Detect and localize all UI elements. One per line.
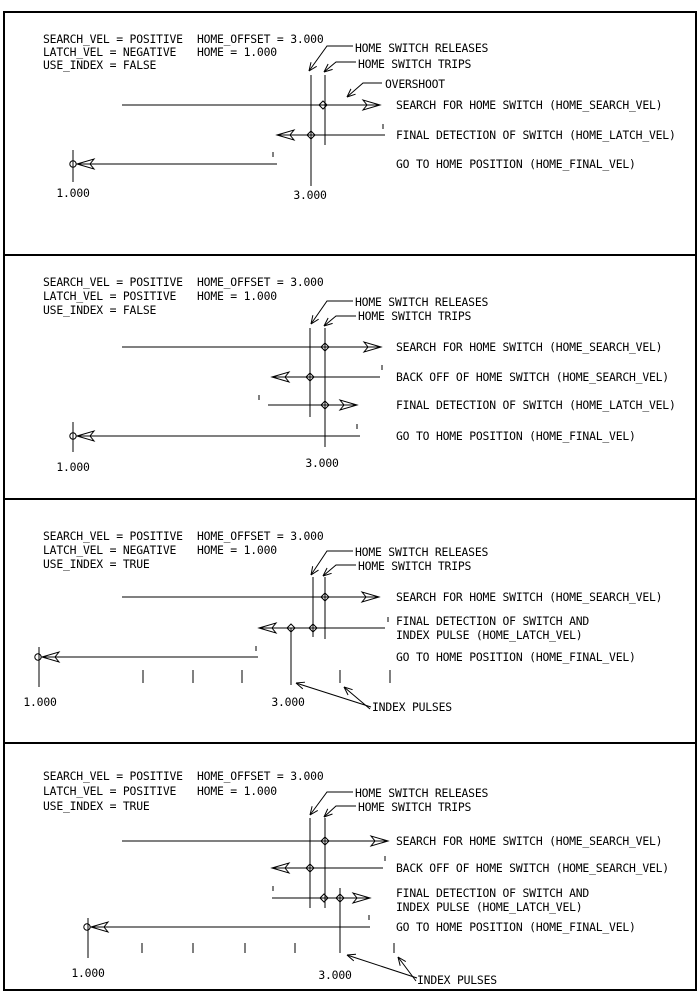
home-value-label: 1.000	[56, 186, 90, 200]
param-use-index: USE_INDEX = TRUE	[43, 557, 150, 571]
offset-value-label: 3.000	[271, 695, 305, 709]
label-backoff-move: BACK OFF OF HOME SWITCH (HOME_SEARCH_VEL)	[396, 370, 669, 384]
leader-index-pulses	[296, 683, 371, 707]
callout-home-switch-releases: HOME SWITCH RELEASES	[355, 545, 489, 559]
param-latch-vel: LATCH_VEL = NEGATIVE	[43, 543, 177, 557]
callout-home-switch-releases: HOME SWITCH RELEASES	[355, 786, 489, 800]
label-final-move: GO TO HOME POSITION (HOME_FINAL_VEL)	[396, 920, 636, 934]
leader-index-pulses	[398, 957, 416, 981]
label-latch-move-line1: FINAL DETECTION OF SWITCH AND	[396, 614, 590, 628]
callout-home-switch-trips: HOME SWITCH TRIPS	[358, 559, 472, 573]
label-latch-move-line2: INDEX PULSE (HOME_LATCH_VEL)	[396, 628, 583, 642]
param-home: HOME = 1.000	[197, 289, 277, 303]
callout-overshoot: OVERSHOOT	[385, 77, 445, 91]
callout-home-switch-trips: HOME SWITCH TRIPS	[358, 309, 472, 323]
offset-value-label: 3.000	[305, 456, 339, 470]
leader-index-pulses-arrowhead	[296, 682, 305, 683]
param-home: HOME = 1.000	[197, 543, 277, 557]
label-latch-move: FINAL DETECTION OF SWITCH (HOME_LATCH_VEL)	[396, 398, 676, 412]
param-home-offset: HOME_OFFSET = 3.000	[197, 529, 324, 543]
label-latch-move-line1: FINAL DETECTION OF SWITCH AND	[396, 886, 590, 900]
param-search-vel: SEARCH_VEL = POSITIVE	[43, 529, 183, 543]
home-value-label: 1.000	[71, 966, 105, 980]
param-latch-vel: LATCH_VEL = POSITIVE	[43, 289, 177, 303]
leader-index-pulses-arrowhead	[347, 954, 356, 955]
param-home-offset: HOME_OFFSET = 3.000	[197, 275, 324, 289]
label-index-pulses: INDEX PULSES	[417, 973, 497, 987]
label-search-move: SEARCH FOR HOME SWITCH (HOME_SEARCH_VEL)	[396, 590, 663, 604]
param-use-index: USE_INDEX = FALSE	[43, 58, 157, 72]
param-search-vel: SEARCH_VEL = POSITIVE	[43, 769, 183, 783]
param-latch-vel: LATCH_VEL = NEGATIVE	[43, 45, 177, 59]
home-value-label: 1.000	[23, 695, 57, 709]
param-search-vel: SEARCH_VEL = POSITIVE	[43, 275, 183, 289]
label-latch-move-line2: INDEX PULSE (HOME_LATCH_VEL)	[396, 900, 583, 914]
callout-home-switch-trips: HOME SWITCH TRIPS	[358, 800, 472, 814]
param-home-offset: HOME_OFFSET = 3.000	[197, 32, 324, 46]
label-backoff-move: BACK OFF OF HOME SWITCH (HOME_SEARCH_VEL)	[396, 861, 669, 875]
param-use-index: USE_INDEX = FALSE	[43, 303, 157, 317]
param-home-offset: HOME_OFFSET = 3.000	[197, 769, 324, 783]
label-search-move: SEARCH FOR HOME SWITCH (HOME_SEARCH_VEL)	[396, 834, 663, 848]
param-use-index: USE_INDEX = TRUE	[43, 799, 150, 813]
param-home: HOME = 1.000	[197, 784, 277, 798]
callout-home-switch-trips: HOME SWITCH TRIPS	[358, 57, 472, 71]
label-final-move: GO TO HOME POSITION (HOME_FINAL_VEL)	[396, 429, 636, 443]
callout-home-switch-releases: HOME SWITCH RELEASES	[355, 295, 489, 309]
param-search-vel: SEARCH_VEL = POSITIVE	[43, 32, 183, 46]
label-final-move: GO TO HOME POSITION (HOME_FINAL_VEL)	[396, 157, 636, 171]
label-final-move: GO TO HOME POSITION (HOME_FINAL_VEL)	[396, 650, 636, 664]
offset-value-label: 3.000	[318, 968, 352, 982]
leader-index-pulses	[344, 687, 370, 709]
param-latch-vel: LATCH_VEL = POSITIVE	[43, 784, 177, 798]
param-home: HOME = 1.000	[197, 45, 277, 59]
offset-value-label: 3.000	[293, 188, 327, 202]
label-search-move: SEARCH FOR HOME SWITCH (HOME_SEARCH_VEL)	[396, 98, 663, 112]
label-index-pulses: INDEX PULSES	[372, 700, 452, 714]
label-search-move: SEARCH FOR HOME SWITCH (HOME_SEARCH_VEL)	[396, 340, 663, 354]
leader-index-pulses	[347, 955, 417, 978]
home-value-label: 1.000	[56, 460, 90, 474]
label-latch-move: FINAL DETECTION OF SWITCH (HOME_LATCH_VEL)	[396, 128, 676, 142]
callout-home-switch-releases: HOME SWITCH RELEASES	[355, 41, 489, 55]
